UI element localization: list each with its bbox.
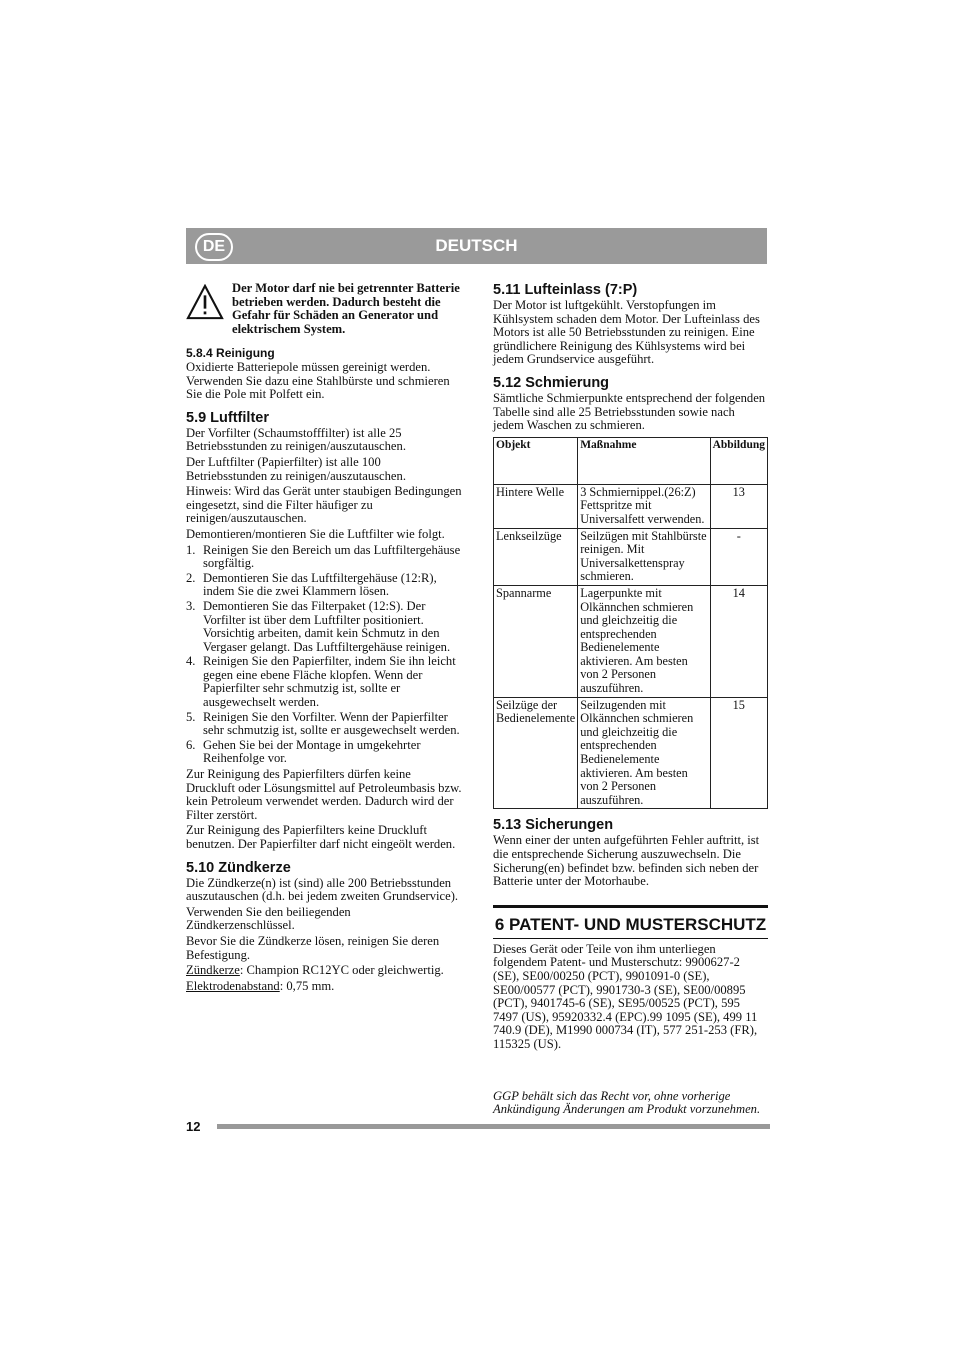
- table-cell: 13: [710, 484, 767, 528]
- list-text: Reinigen Sie den Bereich um das Luftfiltergehäuse sorgfältig.: [203, 542, 461, 571]
- table-header: Maßnahme: [578, 437, 710, 484]
- table-cell: -: [710, 528, 767, 585]
- spark-plug-spec: [186, 964, 462, 978]
- language-header-bar: [186, 228, 767, 264]
- table-row: [494, 528, 768, 585]
- table-header: Objekt: [494, 437, 578, 484]
- left-column: [186, 282, 462, 995]
- language-title: DEUTSCH: [435, 236, 518, 255]
- table-cell: 15: [710, 697, 767, 809]
- table-cell: Seilzugenden mit Olkännchen schmieren und gleichzeitig die entsprechenden Bedienelemente aktivieren. Am besten von 2 Personen auszuführen.: [578, 697, 710, 809]
- section-heading-5-10: 5.10 Zündkerze: [186, 859, 291, 876]
- section-heading-5-8-4: 5.8.4 Reinigung: [186, 346, 275, 360]
- page-number: 12: [186, 1119, 201, 1134]
- table-cell: 14: [710, 585, 767, 697]
- list-text: Demontieren Sie das Luftfiltergehäuse (12:R), indem Sie die zwei Klammern lösen.: [203, 570, 437, 599]
- paragraph: Zur Reinigung des Papierfilters keine Druckluft benutzen. Der Papierfilter darf nicht eingeölt werden.: [186, 823, 456, 851]
- list-item: [186, 739, 462, 766]
- paragraph: Der Motor ist luftgekühlt. Verstopfungen im Kühlsystem schaden dem Motor. Der Lufteinlass des Motors ist alle 50 Betriebsstunden zu reinigen. Eine gründlichere Reinigung des Kühlsystems wird bei jedem Grundservice ausgeführt.: [493, 298, 760, 367]
- paragraph: Demontieren/montieren Sie die Luftfilter wie folgt.: [186, 526, 445, 541]
- list-number: 3.: [186, 598, 196, 613]
- list-text: Reinigen Sie den Vorfilter. Wenn der Papierfilter sehr schmutzig ist, sollte er ausgewechselt werden.: [203, 709, 460, 738]
- table-row: [494, 697, 768, 809]
- table-cell: Lagerpunkte mit Olkännchen schmieren und gleichzeitig die entsprechenden Bedienelemente aktivieren. Am besten von 2 Personen auszuführen.: [578, 585, 710, 697]
- warning-triangle-icon: [186, 284, 224, 320]
- table-cell: 3 Schmiernippel.(26:Z) Fettspritze mit Universalfett verwenden.: [578, 484, 710, 528]
- list-item: [186, 572, 462, 599]
- list-item: [186, 711, 462, 738]
- paragraph: Oxidierte Batteriepole müssen gereinigt werden. Verwenden Sie dazu eine Stahlbürste und schmieren Sie die Pole mit Polfett ein.: [186, 360, 450, 402]
- paragraph: Verwenden Sie den beiliegenden Zündkerzenschlüssel.: [186, 904, 351, 933]
- section-divider: [493, 905, 768, 908]
- list-text: Reinigen Sie den Papierfilter, indem Sie ihn leicht gegen eine ebene Fläche klopfen. Wenn der Papierfilter sehr schmutzig ist, sollte er ausgewechselt werden.: [203, 654, 456, 710]
- paragraph: Der Luftfilter (Papierfilter) ist alle 100 Betriebsstunden zu reinigen/auszutauschen.: [186, 454, 406, 483]
- table-row: [494, 484, 768, 528]
- list-number: 5.: [186, 709, 196, 724]
- spec-label: Elektrodenabstand: [186, 978, 280, 993]
- table-header: Abbildung: [710, 437, 767, 484]
- list-number: 6.: [186, 737, 196, 752]
- paragraph: Wenn einer der unten aufgeführten Fehler auftritt, ist die entsprechende Sicherung auszuwechseln. Die Sicherung(en) befindet bzw. befinden sich neben der Batterie unter der Motorhaube.: [493, 833, 760, 889]
- electrode-gap-spec: [186, 980, 462, 994]
- paragraph: Dieses Gerät oder Teile von ihm unterliegen folgendem Patent- und Musterschutz: 9900627-2 (SE), SE00/00250 (PCT), 9901091-0 (SE), SE00/00577 (PCT), 9901730-3 (SE), SE00/00895 (PCT), 9401745-6 (SE), SE95/00525 (PCT), 595 7497 (US), 95920332.4 (EPC).99 1095 (SE), 499 11 740.9 (DE), M1990 000734 (IT), 577 251-253 (FR), 115325 (US).: [493, 941, 758, 1051]
- numbered-list: [186, 544, 462, 767]
- chapter-heading-6: 6 PATENT- UND MUSTERSCHUTZ: [494, 914, 767, 934]
- warning-box: [186, 282, 462, 338]
- section-heading-5-13: 5.13 Sicherungen: [493, 817, 614, 834]
- list-number: 1.: [186, 542, 196, 557]
- list-number: 4.: [186, 654, 196, 669]
- table-cell: Spannarme: [494, 585, 578, 697]
- table-header-row: [494, 437, 768, 484]
- paragraph: Zur Reinigung des Papierfilters dürfen keine Druckluft oder Lösungsmittel auf Petroleumbasis bzw. kein Petroleum verwendet werden. Dadurch wird der Filter zerstört.: [186, 767, 462, 822]
- list-item: [186, 655, 462, 709]
- paragraph: Sämtliche Schmierpunkte entsprechend der folgenden Tabelle sind alle 25 Betriebsstunden sowie nach jedem Waschen zu schmieren.: [493, 390, 766, 433]
- list-item: [186, 544, 462, 571]
- section-heading-5-12: 5.12 Schmierung: [493, 374, 610, 391]
- paragraph: Die Zündkerze(n) ist (sind) alle 200 Betriebsstunden auszutauschen (d.h. bei jedem zweiten Grundservice).: [186, 875, 459, 904]
- paragraph: Bevor Sie die Zündkerze lösen, reinigen Sie deren Befestigung.: [186, 933, 440, 962]
- footer-rule: [217, 1124, 770, 1129]
- table-row: [494, 585, 768, 697]
- list-text: Gehen Sie bei der Montage in umgekehrter Reihenfolge vor.: [203, 737, 421, 766]
- disclaimer: GGP behält sich das Recht vor, ohne vorherige Ankündigung Änderungen am Produkt vorzunehmen.: [493, 1088, 761, 1117]
- spec-value: : 0,75 mm.: [279, 978, 335, 993]
- paragraph: Der Vorfilter (Schaumstofffilter) ist alle 25 Betriebsstunden zu reinigen/auszutauschen.: [186, 425, 406, 454]
- table-cell: Lenkseilzüge: [494, 528, 578, 585]
- section-heading-5-11: 5.11 Lufteinlass (7:P): [493, 282, 638, 298]
- list-text: Demontieren Sie das Filterpaket (12:S). Der Vorfilter ist über dem Luftfilter positioniert. Vorsichtig arbeiten, damit kein Schmutz in den Vergaser gelangt. Das Luftfiltergehäuse reinigen.: [203, 598, 451, 654]
- heading-underline: [493, 938, 768, 939]
- section-heading-5-9: 5.9 Luftfilter: [186, 409, 269, 426]
- right-column: [493, 282, 768, 1119]
- language-badge: DE: [195, 233, 233, 261]
- table-cell: Seilzüge der Bedienelemente: [494, 697, 578, 809]
- warning-text: Der Motor darf nie bei getrennter Batterie betrieben werden. Dadurch besteht die Gefahr für Schäden an Generator und elektrischem System.: [232, 281, 460, 336]
- list-item: [186, 600, 462, 654]
- spec-label: Zündkerze: [186, 963, 240, 978]
- paragraph: Hinweis: Wird das Gerät unter staubigen Bedingungen eingesetzt, sind die Filter häufiger zu reinigen/auszutauschen.: [186, 484, 462, 526]
- spec-value: : Champion RC12YC oder gleichwertig.: [239, 963, 444, 978]
- table-cell: Seilzügen mit Stahlbürste reinigen. Mit Universalkettenspray schmieren.: [578, 528, 710, 585]
- table-cell: Hintere Welle: [494, 484, 578, 528]
- list-number: 2.: [186, 570, 196, 585]
- lubrication-table: [493, 437, 768, 810]
